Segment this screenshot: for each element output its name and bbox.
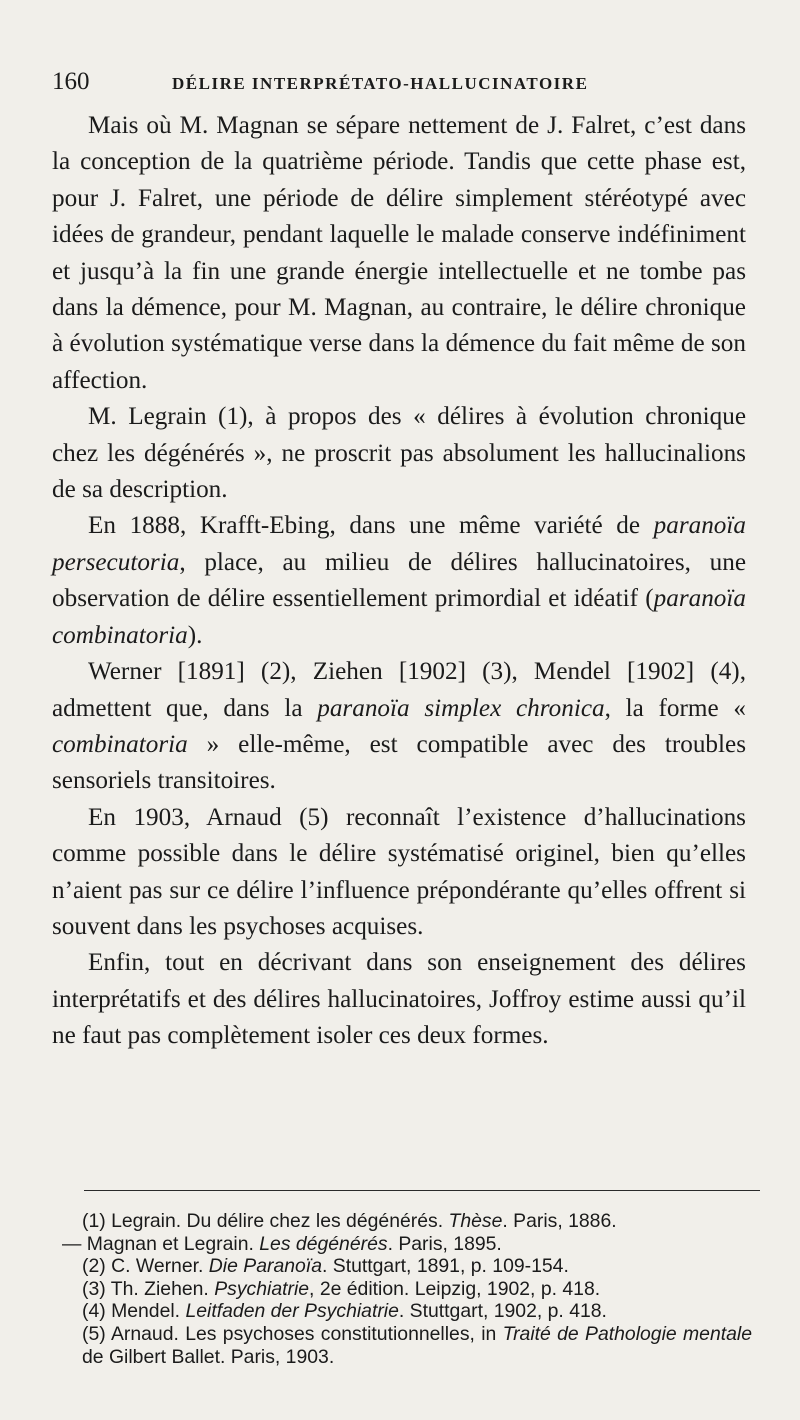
footnote [62, 1278, 752, 1301]
text-segment: En 1903, Arnaud (5) reconnaît l’existence d’hallucinations comme possible dans le délire systématisé originel, bien qu’elles n’aient pas sur ce délire l’influence prépondérante qu’elles offrent si souvent dans les psychoses acquises. [52, 803, 753, 940]
footnote-text: (3) Th. Ziehen. [82, 1277, 215, 1300]
paragraph [52, 508, 753, 654]
footnote-text: (2) C. Werner. [82, 1255, 209, 1278]
footnote-text: , 2e édition. Leipzig, 1902, p. 418. [309, 1277, 601, 1300]
italic-term: paranoïa combinatoria [52, 585, 753, 649]
footnote-divider [84, 1190, 760, 1191]
body-text [52, 108, 753, 1055]
footnote-text: — Magnan et Legrain. [62, 1232, 260, 1255]
paragraph [52, 654, 753, 800]
footnote-text: (5) Arnaud. Les psychoses constitutionnelles, in [82, 1322, 503, 1345]
footnote [62, 1233, 752, 1256]
footnote [62, 1323, 752, 1368]
text-segment: Enfin, tout en décrivant dans son enseignement des délires interprétatifs et des délires hallucinatoires, Joffroy estime aussi qu’il ne faut pas complètement isoler ces deux formes. [52, 949, 753, 1050]
footnote-italic: Psychiatrie [214, 1277, 310, 1300]
footnote-text: (1) Legrain. Du délire chez les dégénérés. [82, 1210, 449, 1232]
text-segment: , la forme « [604, 694, 753, 722]
paragraph [52, 399, 753, 508]
text-segment: ). [187, 621, 203, 649]
page-header [52, 64, 752, 104]
paragraph [52, 945, 753, 1054]
footnote-text: (4) Mendel. [82, 1300, 186, 1323]
footnote [62, 1210, 752, 1233]
footnote-text: . Stuttgart, 1891, p. 109-154. [321, 1255, 569, 1278]
footnote-text: . Paris, 1895. [387, 1232, 502, 1255]
text-segment: Mais où M. Magnan se sépare nettement de J. Falret, c’est dans la conception de la quatrième période. Tandis que cette phase est, pour J. Falret, une période de délire simplement stéréotypé avec idées de grandeur, pendant laquelle le malade conserve indéfiniment et jusqu’à la fin une grande énergie intellectuelle et ne tombe pas dans la démence, pour M. Magnan, au contraire, le délire chronique à évolution systématique verse dans la démence du fait même de son affection. [52, 112, 753, 394]
italic-term: paranoïa simplex chronica [317, 694, 605, 722]
italic-term: combinatoria [52, 730, 188, 758]
italic-term: paranoïa persecutoria [52, 512, 753, 576]
paragraph [52, 108, 753, 399]
footnote-text: de Gilbert Ballet. Paris, 1903. [82, 1345, 335, 1368]
running-head: DÉLIRE INTERPRÉTATO-HALLUCINATOIRE [172, 74, 589, 93]
footnote [62, 1255, 752, 1278]
text-segment: » elle-même, est compatible avec des troubles sensoriels transitoires. [52, 730, 753, 795]
footnote-italic: Leitfaden der Psychiatrie [185, 1300, 399, 1323]
footnote-text: . Paris, 1886. [502, 1210, 617, 1232]
footnote-italic: Les dégénérés [259, 1232, 388, 1255]
text-segment: M. Legrain (1), à propos des « délires à évolution chronique chez les dégénérés », ne proscrit pas absolument les hallucinalions de sa description. [52, 403, 753, 504]
page-number: 160 [52, 68, 90, 95]
footnote-italic: Die Paranoïa [208, 1255, 322, 1278]
paragraph [52, 800, 753, 946]
text-segment: En 1888, Krafft-Ebing, dans une même variété de [88, 512, 654, 540]
text-segment: , place, au milieu de délires hallucinatoires, une observation de délire essentiellement primordial et idéatif ( [52, 548, 753, 613]
footnote-italic: Thèse [448, 1210, 503, 1232]
footnote-italic: Traité de Pathologie mentale [502, 1322, 752, 1345]
footnotes [62, 1210, 752, 1368]
footnote [62, 1300, 752, 1323]
text-segment: Werner [1891] (2), Ziehen [1902] (3), Mendel [1902] (4), admettent que, dans la [52, 658, 753, 722]
footnote-text: . Stuttgart, 1902, p. 418. [398, 1300, 607, 1323]
